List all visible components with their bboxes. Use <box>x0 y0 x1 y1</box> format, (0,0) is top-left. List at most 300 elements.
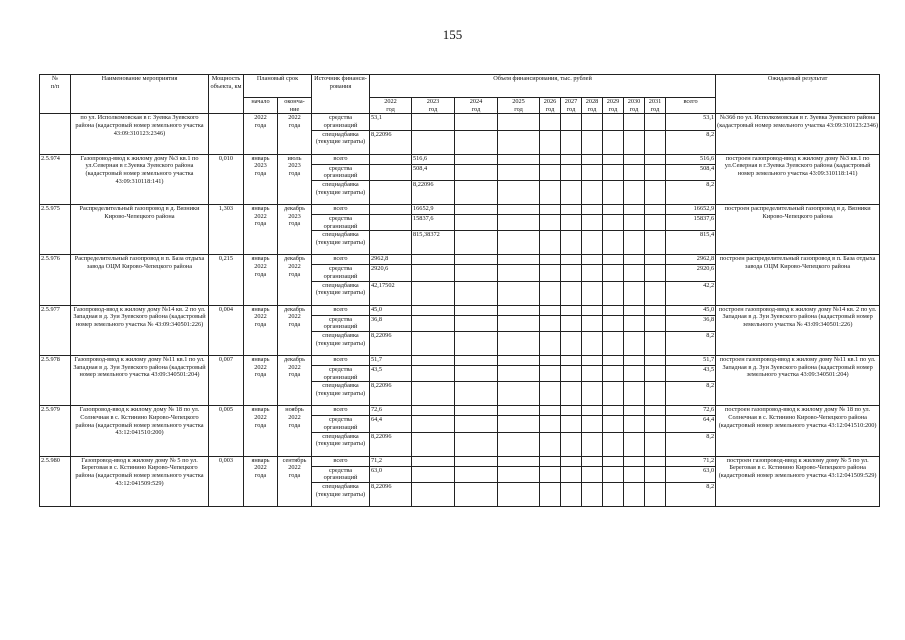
term-start: январь 2023 года <box>244 154 278 204</box>
row-number: 2.5.979 <box>40 406 71 456</box>
year-value <box>645 164 666 180</box>
financing-source: спецнадбавка (текущие затраты) <box>312 130 370 154</box>
header-year-value: 2023 <box>426 98 440 105</box>
table-row <box>40 305 880 315</box>
year-value <box>603 205 624 215</box>
header-year-value: 2028 <box>585 98 599 105</box>
year-value <box>561 382 582 406</box>
year-value <box>624 416 645 432</box>
financing-source: всего <box>312 305 370 315</box>
year-value <box>561 305 582 315</box>
term-start: январь 2022 года <box>244 406 278 456</box>
year-value <box>540 215 561 231</box>
year-value <box>624 231 645 255</box>
financing-source: всего <box>312 356 370 366</box>
year-value <box>561 332 582 356</box>
year-value <box>645 305 666 315</box>
year-value <box>645 483 666 507</box>
measure-name: Газопровод-ввод к жилому дому №3 кв.1 по ул.Северная в г.Зуевка Зуевского района (кадастровый номер земельного участка 43:09:310118:141) <box>71 154 209 204</box>
term-end: декабрь 2022 года <box>278 255 312 305</box>
header-year <box>561 98 582 114</box>
table-row <box>40 154 880 164</box>
year-value <box>540 416 561 432</box>
total-value: 815,4 <box>666 231 716 255</box>
year-value: 815,38372 <box>412 231 455 255</box>
year-value <box>645 382 666 406</box>
table-row <box>40 114 880 130</box>
year-value <box>645 255 666 265</box>
year-value <box>540 466 561 482</box>
year-value: 8,22096 <box>370 130 412 154</box>
measure-name: Газопровод-ввод к жилому дому №11 кв.1 по ул. Западная в д. Зуи Зуевского района (кадастровый номер земельного участка 43:09:340501:204) <box>71 356 209 406</box>
year-value <box>412 483 455 507</box>
measure-name: Распределительный газопровод в п. База отдыха завода ОЦМ Кирово-Чепецкого района <box>71 255 209 305</box>
header-power: Мощность объекта, км <box>209 75 244 114</box>
year-value <box>603 382 624 406</box>
year-value <box>455 366 498 382</box>
year-value <box>603 181 624 205</box>
header-term: Плановый срок <box>244 75 312 98</box>
table-row <box>40 456 880 466</box>
year-value <box>540 130 561 154</box>
year-value <box>455 231 498 255</box>
header-year-suffix: год <box>629 105 639 113</box>
year-value <box>624 215 645 231</box>
total-value: 8,2 <box>666 130 716 154</box>
year-value <box>561 154 582 164</box>
year-value: 2962,8 <box>370 255 412 265</box>
year-value <box>498 164 540 180</box>
header-year-value: 2025 <box>512 98 525 105</box>
year-value <box>624 315 645 331</box>
row-number: 2.5.978 <box>40 356 71 406</box>
year-value <box>370 205 412 215</box>
year-value <box>603 406 624 416</box>
total-value: 8,2 <box>666 483 716 507</box>
total-value: 8,2 <box>666 432 716 456</box>
term-start: январь 2022 года <box>244 205 278 255</box>
year-value <box>370 181 412 205</box>
year-value <box>603 154 624 164</box>
year-value <box>412 114 455 130</box>
financing-source: спецнадбавка (текущие затраты) <box>312 231 370 255</box>
object-power: 0,010 <box>209 154 244 204</box>
total-value: 2962,8 <box>666 255 716 265</box>
financing-source: средства организаций <box>312 215 370 231</box>
year-value <box>645 406 666 416</box>
year-value <box>561 114 582 130</box>
year-value <box>412 416 455 432</box>
year-value <box>624 130 645 154</box>
expected-result: построен распределительный газопровод в п. База отдыха завода ОЦМ Кирово-Чепецкого района <box>716 255 880 305</box>
year-value <box>540 181 561 205</box>
year-value <box>645 114 666 130</box>
year-value <box>603 432 624 456</box>
year-value <box>561 205 582 215</box>
year-value <box>645 315 666 331</box>
year-value <box>370 215 412 231</box>
year-value <box>582 432 603 456</box>
year-value <box>540 305 561 315</box>
total-value: 64,4 <box>666 416 716 432</box>
year-value <box>370 164 412 180</box>
year-value: 45,0 <box>370 305 412 315</box>
total-value: 8,2 <box>666 382 716 406</box>
year-value <box>561 215 582 231</box>
year-value <box>455 281 498 305</box>
financing-source: средства организаций <box>312 265 370 281</box>
year-value <box>582 181 603 205</box>
year-value <box>645 181 666 205</box>
header-year-value: 2029 <box>606 98 620 105</box>
year-value <box>455 416 498 432</box>
year-value <box>582 154 603 164</box>
year-value <box>412 406 455 416</box>
year-value <box>624 406 645 416</box>
year-value <box>412 305 455 315</box>
year-value <box>455 164 498 180</box>
year-value: 51,7 <box>370 356 412 366</box>
year-value <box>498 154 540 164</box>
year-value <box>582 164 603 180</box>
year-value <box>603 356 624 366</box>
header-year-value: 2031 <box>648 98 662 105</box>
year-value <box>498 382 540 406</box>
year-value <box>561 231 582 255</box>
total-value: 71,2 <box>666 456 716 466</box>
year-value <box>455 215 498 231</box>
header-year-suffix: год <box>608 105 618 113</box>
year-value <box>498 130 540 154</box>
row-number: 2.5.976 <box>40 255 71 305</box>
year-value: 2920,6 <box>370 265 412 281</box>
year-value <box>645 205 666 215</box>
year-value <box>412 332 455 356</box>
object-power: 1,303 <box>209 205 244 255</box>
financing-source: средства организаций <box>312 416 370 432</box>
year-value <box>498 281 540 305</box>
year-value <box>582 305 603 315</box>
table-row <box>40 255 880 265</box>
year-value <box>540 315 561 331</box>
year-value <box>370 154 412 164</box>
header-year-suffix: год <box>428 105 438 113</box>
header-year-suffix: год <box>471 105 481 113</box>
year-value <box>624 382 645 406</box>
year-value: 516,6 <box>412 154 455 164</box>
year-value <box>603 466 624 482</box>
year-value <box>455 432 498 456</box>
year-value <box>540 332 561 356</box>
year-value <box>624 432 645 456</box>
term-start: январь 2022 года <box>244 456 278 506</box>
year-value <box>603 305 624 315</box>
year-value <box>603 114 624 130</box>
year-value <box>624 265 645 281</box>
total-value: 53,1 <box>666 114 716 130</box>
year-value <box>561 456 582 466</box>
year-value <box>582 456 603 466</box>
year-value <box>498 114 540 130</box>
page-number: 155 <box>442 27 463 42</box>
year-value <box>412 265 455 281</box>
year-value: 8,22096 <box>370 483 412 507</box>
year-value <box>624 466 645 482</box>
year-value: 71,2 <box>370 456 412 466</box>
year-value: 8,22096 <box>370 382 412 406</box>
year-value <box>645 281 666 305</box>
table-row <box>40 406 880 416</box>
expected-result: построен газопровод-ввод к жилому дому № 18 по ул. Солнечная в с. Кстинино Кирово-Чепецкого района (кадастровый номер земельного участка 43:12:041510:200) <box>716 406 880 456</box>
term-end: 2022 года <box>278 114 312 154</box>
year-value <box>603 130 624 154</box>
year-value <box>582 265 603 281</box>
year-value <box>498 305 540 315</box>
year-value <box>412 255 455 265</box>
year-value <box>645 416 666 432</box>
header-year <box>645 98 666 114</box>
total-value: 63,0 <box>666 466 716 482</box>
year-value <box>498 315 540 331</box>
year-value <box>603 315 624 331</box>
year-value <box>603 164 624 180</box>
financing-table <box>39 74 880 507</box>
total-value: 45,0 <box>666 305 716 315</box>
total-value: 516,6 <box>666 154 716 164</box>
year-value <box>455 114 498 130</box>
year-value <box>561 366 582 382</box>
total-value: 43,5 <box>666 366 716 382</box>
year-value <box>498 366 540 382</box>
term-start: январь 2022 года <box>244 305 278 355</box>
total-value: 16652,9 <box>666 205 716 215</box>
term-end: ноябрь 2022 года <box>278 406 312 456</box>
year-value <box>498 483 540 507</box>
year-value <box>645 432 666 456</box>
total-value: 15837,6 <box>666 215 716 231</box>
financing-source: спецнадбавка (текущие затраты) <box>312 483 370 507</box>
year-value <box>624 255 645 265</box>
expected-result: построен распределительный газопровод в д. Вязники Кирово-Чепецкого района <box>716 205 880 255</box>
term-end: декабрь 2023 года <box>278 205 312 255</box>
year-value <box>561 315 582 331</box>
year-value <box>540 164 561 180</box>
header-year-value: 2027 <box>564 98 578 105</box>
year-value <box>498 416 540 432</box>
table-body <box>40 114 880 507</box>
year-value: 53,1 <box>370 114 412 130</box>
year-value <box>582 255 603 265</box>
year-value <box>412 356 455 366</box>
year-value <box>624 205 645 215</box>
table-row <box>40 356 880 366</box>
year-value <box>561 406 582 416</box>
financing-source: всего <box>312 154 370 164</box>
year-value <box>561 281 582 305</box>
header-total: всего <box>666 98 716 114</box>
year-value <box>498 356 540 366</box>
year-value <box>561 130 582 154</box>
year-value <box>540 265 561 281</box>
year-value <box>582 215 603 231</box>
financing-source: спецнадбавка (текущие затраты) <box>312 181 370 205</box>
year-value <box>603 255 624 265</box>
row-number: 2.5.974 <box>40 154 71 204</box>
measure-name: Газопровод-ввод к жилому дому № 18 по ул. Солнечная в с. Кстинино Кирово-Чепецкого района (кадастровый номер земельного участка 43:12:041510:200) <box>71 406 209 456</box>
year-value <box>540 281 561 305</box>
year-value <box>498 406 540 416</box>
table-header <box>40 75 880 114</box>
year-value <box>412 281 455 305</box>
year-value <box>624 114 645 130</box>
header-year <box>498 98 540 114</box>
year-value <box>540 154 561 164</box>
table-row <box>40 205 880 215</box>
year-value: 72,6 <box>370 406 412 416</box>
financing-source: средства организаций <box>312 466 370 482</box>
year-value <box>455 382 498 406</box>
year-value <box>582 281 603 305</box>
year-value <box>412 315 455 331</box>
term-end: декабрь 2022 года <box>278 305 312 355</box>
year-value <box>603 332 624 356</box>
year-value <box>645 332 666 356</box>
row-number <box>40 114 71 154</box>
header-year <box>540 98 561 114</box>
year-value <box>540 356 561 366</box>
year-value <box>645 231 666 255</box>
year-value <box>582 205 603 215</box>
header-volume: Объем финансирования, тыс. рублей <box>370 75 716 98</box>
financing-source: спецнадбавка (текущие затраты) <box>312 332 370 356</box>
year-value <box>561 483 582 507</box>
term-end: сентябрь 2022 года <box>278 456 312 506</box>
year-value <box>498 255 540 265</box>
term-start: 2022 года <box>244 114 278 154</box>
financing-source: средства организаций <box>312 164 370 180</box>
financing-source: средства организаций <box>312 315 370 331</box>
total-value: 51,7 <box>666 356 716 366</box>
year-value <box>455 356 498 366</box>
header-year-suffix: год <box>566 105 576 113</box>
year-value <box>561 432 582 456</box>
total-value: 36,8 <box>666 315 716 331</box>
year-value <box>645 356 666 366</box>
year-value <box>624 332 645 356</box>
year-value <box>498 231 540 255</box>
year-value <box>498 332 540 356</box>
header-year-suffix: год <box>650 105 660 113</box>
total-value: 2920,6 <box>666 265 716 281</box>
total-value: 8,2 <box>666 332 716 356</box>
financing-source: средства организаций <box>312 114 370 130</box>
year-value <box>582 406 603 416</box>
measure-name: Газопровод-ввод к жилому дому № 5 по ул. Береговая в с. Кстинино Кирово-Чепецкого района (кадастровый номер земельного участка 43:12:041509:529) <box>71 456 209 506</box>
year-value <box>624 305 645 315</box>
year-value <box>603 456 624 466</box>
header-term-end: оконча- ние <box>278 98 312 114</box>
expected-result: построен газопровод-ввод к жилому дому №14 кв. 2 по ул. Западная в д. Зуи Зуевского района (кадастровый номер земельного участка № 43:09:340501:226) <box>716 305 880 355</box>
year-value <box>582 114 603 130</box>
year-value <box>561 416 582 432</box>
year-value: 63,0 <box>370 466 412 482</box>
year-value <box>624 483 645 507</box>
year-value: 43,5 <box>370 366 412 382</box>
year-value <box>603 215 624 231</box>
year-value <box>455 154 498 164</box>
year-value <box>624 281 645 305</box>
year-value <box>370 231 412 255</box>
year-value <box>540 456 561 466</box>
year-value <box>455 265 498 281</box>
header-year-value: 2030 <box>627 98 641 105</box>
year-value: 8,22096 <box>370 332 412 356</box>
year-value <box>561 164 582 180</box>
year-value <box>455 305 498 315</box>
year-value <box>603 281 624 305</box>
header-num: № п/п <box>40 75 71 114</box>
year-value <box>498 466 540 482</box>
header-year-suffix: год <box>545 105 555 113</box>
header-year-suffix: год <box>386 105 395 113</box>
year-value <box>582 382 603 406</box>
financing-source: спецнадбавка (текущие затраты) <box>312 382 370 406</box>
object-power: 0,007 <box>209 356 244 406</box>
header-year-suffix: год <box>587 105 597 113</box>
year-value <box>603 231 624 255</box>
year-value: 8,22096 <box>370 432 412 456</box>
year-value <box>645 456 666 466</box>
financing-source: всего <box>312 255 370 265</box>
year-value <box>412 366 455 382</box>
year-value <box>498 215 540 231</box>
total-value: 72,6 <box>666 406 716 416</box>
year-value <box>624 366 645 382</box>
year-value <box>540 255 561 265</box>
object-power: 0,003 <box>209 456 244 506</box>
year-value <box>540 382 561 406</box>
header-year-value: 2026 <box>543 98 557 105</box>
header-year-suffix: год <box>514 105 523 113</box>
year-value <box>582 332 603 356</box>
year-value <box>455 466 498 482</box>
year-value <box>603 416 624 432</box>
measure-name: по ул. Исполкомовская в г. Зуевка Зуевского района (кадастровый номер земельного участка 43:09:310123:2346) <box>71 114 209 154</box>
year-value <box>561 255 582 265</box>
year-value <box>645 466 666 482</box>
header-source: Источник финанси- рования <box>312 75 370 114</box>
header-result: Ожидаемый результат <box>716 75 880 114</box>
row-number: 2.5.977 <box>40 305 71 355</box>
object-power: 0,005 <box>209 406 244 456</box>
year-value: 42,17502 <box>370 281 412 305</box>
year-value <box>540 114 561 130</box>
year-value <box>540 432 561 456</box>
year-value <box>455 456 498 466</box>
year-value <box>603 366 624 382</box>
year-value: 64,4 <box>370 416 412 432</box>
header-year <box>412 98 455 114</box>
term-end: июль 2023 года <box>278 154 312 204</box>
year-value <box>540 366 561 382</box>
year-value <box>412 382 455 406</box>
row-number: 2.5.980 <box>40 456 71 506</box>
year-value <box>582 315 603 331</box>
year-value <box>645 265 666 281</box>
year-value <box>498 205 540 215</box>
year-value <box>582 466 603 482</box>
year-value <box>624 356 645 366</box>
